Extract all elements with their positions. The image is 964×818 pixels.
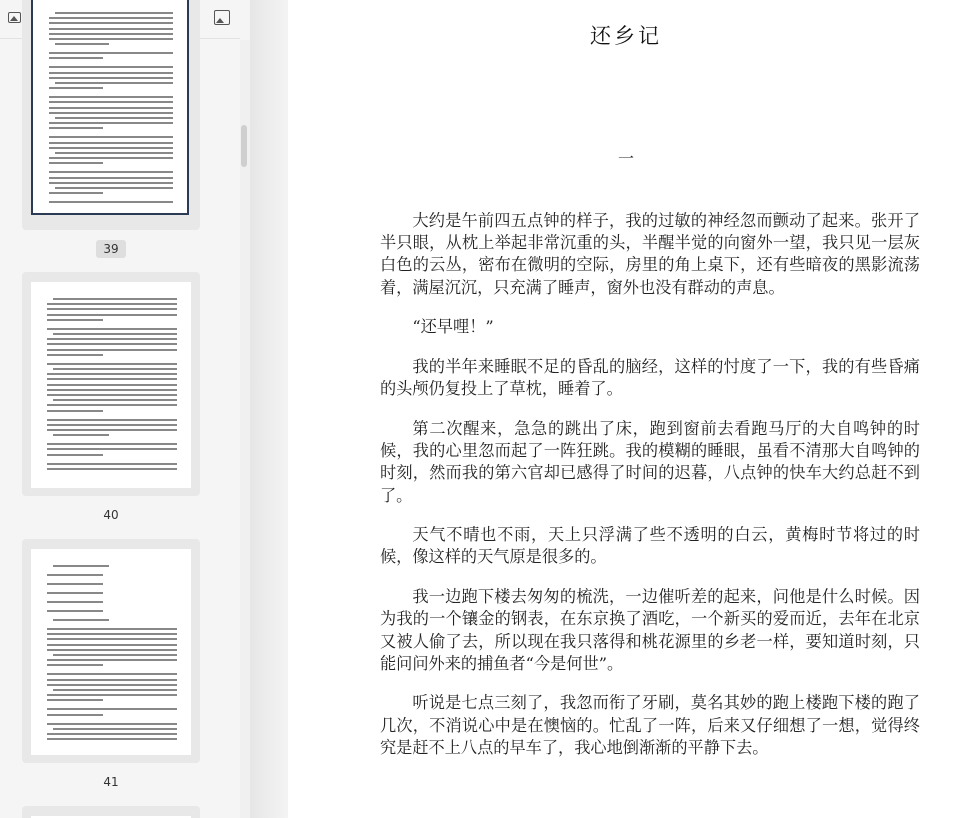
paragraph: 我一边跑下楼去匆匆的梳洗，一边催听差的起来，问他是什么时候。因为我的一个镶金的钢表，在东京换了酒吃，一个新买的爱而近，去年在北京又被人偷了去，所以现在我只落得和桃花源里的乡老一样，要知道时刻，只能问问外来的捕鱼者“今是何世”。 <box>380 587 920 673</box>
thumbnail-text-line <box>47 443 177 445</box>
paragraph: 第二次醒来，急急的跳出了床，跑到窗前去看跑马厅的大自鸣钟的时候，我的心里忽而起了一阵狂跳。我的模糊的睡眼，虽看不清那大自鸣钟的时刻，然而我的第六官却已感得了时间的迟暮，八点钟的快车大约总赶不到了。 <box>380 418 920 505</box>
thumbnail-text-line <box>55 12 173 14</box>
thumbnail-page-image <box>31 282 191 488</box>
thumbnail-text-line <box>49 171 173 173</box>
thumbnail-text-line <box>53 565 109 567</box>
thumbnail-text-line <box>47 343 177 345</box>
thumbnail-text-line <box>47 644 177 646</box>
thumbnail-text-line <box>47 679 177 681</box>
thumbnail-text-line <box>49 38 173 40</box>
thumbnail-text-line <box>47 649 177 651</box>
document-page <box>288 0 964 818</box>
chapter-title: 还乡记 <box>590 24 662 48</box>
thumbnail-text-line <box>55 117 173 119</box>
thumbnail-text-line <box>47 723 177 725</box>
thumbnail-text-line <box>53 298 177 300</box>
thumbnail-text-line <box>47 463 177 465</box>
thumbnail-text-line <box>47 610 103 612</box>
thumbnail-text-line <box>47 394 177 396</box>
thumbnail-text-line <box>47 354 103 356</box>
thumbnail-text-line <box>53 434 109 436</box>
thumbnail-text-line <box>53 728 177 730</box>
thumbnail-text-line <box>47 699 103 701</box>
thumbnail-text-line <box>47 638 177 640</box>
thumbnail-text-line <box>49 57 103 59</box>
thumbnail-text-line <box>47 303 177 305</box>
thumbnail-text-line <box>47 659 177 661</box>
thumbnail-text-line <box>47 633 177 635</box>
thumbnail-text-line <box>47 389 177 391</box>
thumbnail-text-line <box>47 694 177 696</box>
thumbnail-text-line <box>55 43 109 45</box>
panel-divider[interactable] <box>250 0 288 818</box>
thumbnail-text-line <box>47 733 177 735</box>
thumbnail-text-line <box>47 338 177 340</box>
thumbnail-text-line <box>47 628 177 630</box>
thumbnail-page-image <box>31 0 189 215</box>
thumbnail-text-line <box>47 363 177 365</box>
document-body <box>380 210 920 777</box>
thumbnail-text-line <box>55 82 173 84</box>
thumbnail-text-line <box>53 619 109 621</box>
thumbnail-text-line <box>49 192 103 194</box>
thumbnail-text-line <box>47 349 177 351</box>
thumbnail-text-line <box>55 187 173 189</box>
thumbnail-text-line <box>47 319 103 321</box>
thumbnail-text-line <box>47 673 177 675</box>
thumbnail-text-line <box>49 177 173 179</box>
thumbnail-text-line <box>49 52 173 54</box>
thumbnail-text-line <box>53 689 177 691</box>
paragraph: 大约是午前四五点钟的样子，我的过敏的神经忽而颤动了起来。张开了半只眼，从枕上举起非常沉重的头，半醒半觉的向窗外一望，我只见一层灰白色的云丛，密布在微明的空际，房里的角上桌下，还有些暗夜的黑影流荡着，满屋沉沉，只充满了睡声，窗外也没有群动的声息。 <box>380 211 920 297</box>
thumbnail-text-line <box>49 162 103 164</box>
thumbnail-text-line <box>49 17 173 19</box>
thumbnail-text-line <box>49 127 103 129</box>
thumbnail-text-line <box>47 419 177 421</box>
thumbnail-text-line <box>47 378 177 380</box>
section-number: 一 <box>617 149 634 168</box>
thumbnail-text-line <box>53 654 177 656</box>
thumbnail-text-line <box>47 328 177 330</box>
paragraph: 我的半年来睡眠不足的昏乱的脑经，这样的忖度了一下，我的有些昏痛的头颅仍复投上了草枕，睡着了。 <box>380 357 920 399</box>
thumbnail-text-line <box>47 714 103 716</box>
thumbnail-text-line <box>47 738 177 740</box>
thumbnail-text-line <box>47 314 177 316</box>
thumbnail-text-line <box>47 583 103 585</box>
thumbnail-text-line <box>49 112 173 114</box>
thumbnail-text-line <box>49 101 173 103</box>
thumbnail-text-line <box>47 592 103 594</box>
thumbnail-text-line <box>47 708 177 710</box>
thumbnail-page-image <box>31 549 191 755</box>
thumbnail-text-line <box>49 28 173 30</box>
thumbnail-page-next[interactable] <box>22 806 200 818</box>
thumbnail-text-line <box>53 399 177 401</box>
thumbnail-text-line <box>47 574 103 576</box>
paragraph: 听说是七点三刻了，我忽而衔了牙刷，莫名其妙的跑上楼跑下楼的跑了几次，不消说心中是在懊恼的。忙乱了一阵，后来又仔细想了一想，觉得终究是赶不上八点的早车了，我心地倒渐渐的平静下去。 <box>380 693 920 757</box>
thumbnail-text-line <box>49 201 173 203</box>
paragraph: 天气不晴也不雨，天上只浮满了些不透明的白云，黄梅时节将过的时候，像这样的天气原是很多的。 <box>380 525 920 567</box>
thumbnail-text-line <box>49 147 173 149</box>
thumbnail-text-line <box>47 424 177 426</box>
thumbnail-text-line <box>47 684 177 686</box>
thumbnail-text-line <box>49 22 173 24</box>
thumbnail-text-line <box>47 468 177 470</box>
thumbnail-page-40[interactable] <box>22 272 200 496</box>
thumbnail-text-line <box>49 157 173 159</box>
thumbnail-text-line <box>47 429 177 431</box>
sidebar-scrollbar-thumb[interactable] <box>241 125 247 167</box>
thumbnail-text-line <box>49 72 173 74</box>
thumbnail-page-39[interactable] <box>22 0 200 230</box>
thumbnail-sidebar <box>0 0 250 818</box>
thumbnail-text-line <box>49 96 173 98</box>
thumbnail-text-line <box>49 33 173 35</box>
thumbnail-text-line <box>47 664 103 666</box>
image-large-icon[interactable] <box>214 10 230 25</box>
document-viewer <box>250 0 964 818</box>
page-number-label: 41 <box>103 775 119 789</box>
thumbnail-text-line <box>47 448 177 450</box>
thumbnail-text-line <box>55 152 173 154</box>
paragraph: “还早哩！” <box>412 317 494 337</box>
thumbnail-text-line <box>47 454 103 456</box>
thumbnail-text-line <box>53 333 177 335</box>
thumbnail-text-line <box>49 107 173 109</box>
page-number-label: 40 <box>103 508 119 522</box>
thumbnail-text-line <box>49 136 173 138</box>
thumbnail-text-line <box>49 122 173 124</box>
thumbnail-text-line <box>49 182 173 184</box>
thumbnail-text-line <box>53 368 177 370</box>
thumbnail-text-line <box>49 87 103 89</box>
thumbnail-page-41[interactable] <box>22 539 200 763</box>
thumbnail-text-line <box>47 384 177 386</box>
thumbnail-text-line <box>47 308 177 310</box>
thumbnail-text-line <box>47 373 177 375</box>
page-number-label: 39 <box>96 240 126 258</box>
thumbnail-text-line <box>49 142 173 144</box>
thumbnail-text-line <box>47 404 177 406</box>
thumbnail-text-line <box>49 77 173 79</box>
thumbnail-text-line <box>47 601 103 603</box>
image-small-icon[interactable] <box>8 12 21 23</box>
thumbnail-text-line <box>47 410 103 412</box>
thumbnail-text-line <box>49 66 173 68</box>
